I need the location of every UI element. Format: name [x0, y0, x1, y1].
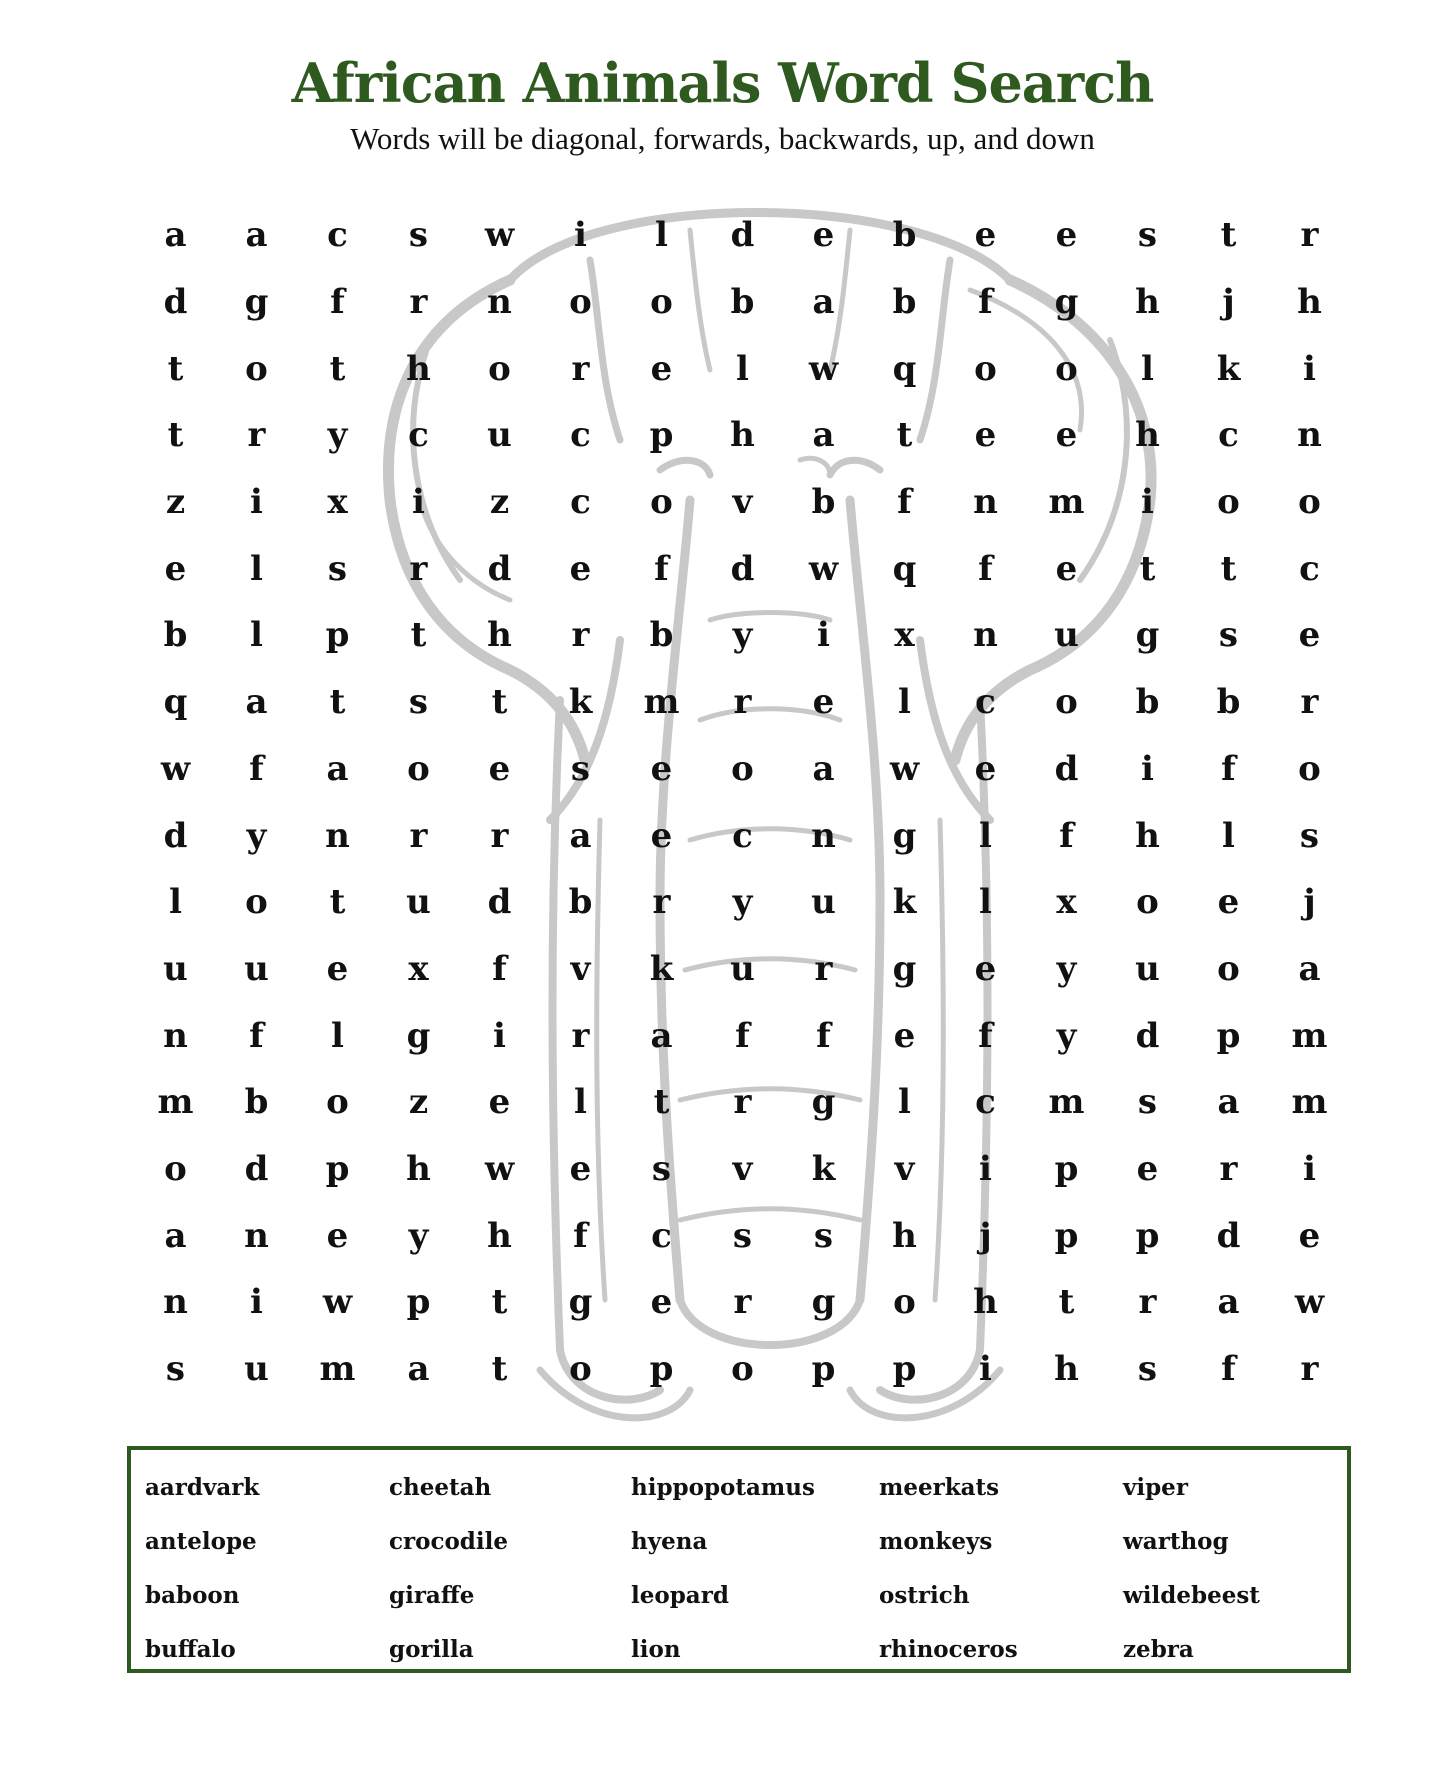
grid-letter[interactable]: t: [410, 615, 427, 656]
grid-letter[interactable]: e: [1055, 548, 1078, 589]
grid-letter[interactable]: w: [1294, 1282, 1325, 1323]
word-list-item: monkeys: [879, 1527, 993, 1555]
grid-letter[interactable]: r: [571, 615, 590, 656]
grid-letter[interactable]: b: [811, 482, 836, 523]
grid-letter[interactable]: w: [808, 348, 839, 389]
grid-letter[interactable]: y: [327, 415, 348, 456]
grid-letter[interactable]: e: [812, 682, 835, 723]
word-list-item: antelope: [145, 1527, 257, 1555]
grid-letter[interactable]: y: [732, 882, 753, 923]
grid-letter[interactable]: i: [979, 1148, 992, 1189]
grid-letter[interactable]: j: [1222, 282, 1235, 323]
grid-letter[interactable]: r: [1300, 682, 1319, 723]
word-list-item: gorilla: [389, 1635, 474, 1663]
word-list-item: buffalo: [145, 1635, 236, 1663]
grid-letter[interactable]: h: [1297, 282, 1322, 323]
grid-letter[interactable]: h: [730, 415, 755, 456]
grid-letter[interactable]: a: [326, 748, 349, 789]
grid-letter[interactable]: p: [1216, 1015, 1241, 1056]
grid-letter[interactable]: x: [408, 948, 429, 989]
grid-letter[interactable]: n: [244, 1215, 269, 1256]
grid-letter[interactable]: i: [1141, 482, 1154, 523]
grid-letter[interactable]: e: [488, 748, 511, 789]
grid-letter[interactable]: n: [973, 615, 998, 656]
grid-letter[interactable]: a: [407, 1349, 430, 1390]
grid-letter[interactable]: n: [1297, 415, 1322, 456]
grid-letter[interactable]: g: [1135, 615, 1160, 656]
grid-letter[interactable]: m: [1048, 1082, 1085, 1123]
grid-letter[interactable]: h: [892, 1215, 917, 1256]
word-list-box: [127, 1446, 1351, 1673]
grid-letter[interactable]: a: [569, 815, 592, 856]
grid-letter[interactable]: k: [568, 682, 593, 723]
grid-letter[interactable]: b: [163, 615, 188, 656]
grid-letter[interactable]: p: [649, 1349, 674, 1390]
grid-letter[interactable]: l: [1222, 815, 1235, 856]
word-list-item: hyena: [631, 1527, 708, 1555]
grid-letter[interactable]: w: [808, 548, 839, 589]
grid-letter[interactable]: l: [898, 682, 911, 723]
grid-letter[interactable]: o: [1298, 748, 1321, 789]
grid-letter[interactable]: h: [973, 1282, 998, 1323]
grid-letter[interactable]: f: [978, 548, 993, 589]
grid-letter[interactable]: e: [569, 1148, 592, 1189]
grid-letter[interactable]: u: [487, 415, 512, 456]
grid-letter[interactable]: o: [731, 748, 754, 789]
grid-letter[interactable]: s: [732, 1215, 753, 1256]
grid-letter[interactable]: x: [1056, 882, 1077, 923]
grid-letter[interactable]: y: [246, 815, 267, 856]
grid-letter[interactable]: c: [1218, 415, 1239, 456]
grid-letter[interactable]: u: [244, 1349, 269, 1390]
grid-letter[interactable]: s: [570, 748, 591, 789]
grid-letter[interactable]: b: [892, 215, 917, 256]
grid-letter[interactable]: c: [1299, 548, 1320, 589]
grid-letter[interactable]: h: [1135, 415, 1160, 456]
word-list-item: zebra: [1123, 1635, 1194, 1663]
grid-letter[interactable]: l: [655, 215, 668, 256]
grid-letter[interactable]: f: [897, 482, 912, 523]
grid-letter[interactable]: d: [1216, 1215, 1241, 1256]
grid-letter[interactable]: u: [1054, 615, 1079, 656]
grid-letter[interactable]: b: [568, 882, 593, 923]
grid-letter[interactable]: a: [164, 1215, 187, 1256]
grid-letter[interactable]: s: [1137, 1082, 1158, 1123]
grid-letter[interactable]: f: [573, 1215, 588, 1256]
grid-letter[interactable]: d: [244, 1148, 269, 1189]
grid-letter[interactable]: r: [733, 1282, 752, 1323]
page-subtitle: Words will be diagonal, forwards, backwards, up, and down: [350, 121, 1095, 156]
grid-letter[interactable]: n: [973, 482, 998, 523]
grid-letter[interactable]: m: [157, 1082, 194, 1123]
grid-letter[interactable]: y: [1056, 1015, 1077, 1056]
word-list-item: crocodile: [389, 1527, 508, 1555]
grid-letter[interactable]: b: [244, 1082, 269, 1123]
grid-letter[interactable]: i: [979, 1349, 992, 1390]
grid-letter[interactable]: t: [1220, 548, 1237, 589]
grid-letter[interactable]: a: [812, 282, 835, 323]
grid-letter[interactable]: q: [892, 348, 917, 389]
grid-letter[interactable]: p: [1054, 1148, 1079, 1189]
grid-letter[interactable]: n: [163, 1015, 188, 1056]
grid-letter[interactable]: r: [1138, 1282, 1157, 1323]
grid-letter[interactable]: b: [1216, 682, 1241, 723]
grid-letter[interactable]: f: [978, 282, 993, 323]
grid-letter[interactable]: k: [811, 1148, 836, 1189]
grid-letter[interactable]: p: [1054, 1215, 1079, 1256]
grid-letter[interactable]: o: [893, 1282, 916, 1323]
word-list-item: meerkats: [879, 1473, 1000, 1501]
grid-letter[interactable]: s: [327, 548, 348, 589]
grid-letter[interactable]: g: [811, 1082, 836, 1123]
grid-letter[interactable]: p: [811, 1349, 836, 1390]
grid-letter[interactable]: e: [326, 1215, 349, 1256]
grid-letter[interactable]: i: [1141, 748, 1154, 789]
grid-letter[interactable]: f: [249, 748, 264, 789]
grid-letter[interactable]: a: [1217, 1082, 1240, 1123]
grid-letter[interactable]: v: [732, 482, 753, 523]
grid-letter[interactable]: m: [319, 1349, 356, 1390]
grid-letter[interactable]: s: [1137, 1349, 1158, 1390]
grid-letter[interactable]: w: [160, 748, 191, 789]
grid-letter[interactable]: e: [812, 215, 835, 256]
grid-letter[interactable]: a: [164, 215, 187, 256]
grid-letter[interactable]: u: [163, 948, 188, 989]
grid-letter[interactable]: r: [733, 1082, 752, 1123]
grid-letter[interactable]: e: [650, 748, 673, 789]
grid-letter[interactable]: p: [325, 615, 350, 656]
grid-letter[interactable]: l: [736, 348, 749, 389]
grid-letter[interactable]: e: [1298, 1215, 1321, 1256]
grid-letter[interactable]: i: [817, 615, 830, 656]
grid-letter[interactable]: q: [163, 682, 188, 723]
grid-letter[interactable]: f: [330, 282, 345, 323]
grid-letter[interactable]: t: [329, 348, 346, 389]
grid-letter[interactable]: e: [569, 548, 592, 589]
grid-letter[interactable]: f: [735, 1015, 750, 1056]
grid-letter[interactable]: t: [1220, 215, 1237, 256]
grid-letter[interactable]: d: [163, 815, 188, 856]
grid-letter[interactable]: s: [165, 1349, 186, 1390]
grid-letter[interactable]: n: [325, 815, 350, 856]
grid-letter[interactable]: i: [1303, 348, 1316, 389]
grid-letter[interactable]: o: [974, 348, 997, 389]
grid-letter[interactable]: s: [1218, 615, 1239, 656]
grid-letter[interactable]: e: [974, 748, 997, 789]
grid-letter[interactable]: o: [650, 482, 673, 523]
grid-letter[interactable]: r: [571, 348, 590, 389]
grid-letter[interactable]: e: [1136, 1148, 1159, 1189]
word-list-item: baboon: [145, 1581, 240, 1609]
grid-letter[interactable]: o: [488, 348, 511, 389]
grid-letter[interactable]: l: [169, 882, 182, 923]
word-list-item: rhinoceros: [879, 1635, 1018, 1663]
grid-letter[interactable]: e: [974, 415, 997, 456]
grid-letter[interactable]: w: [889, 748, 920, 789]
page-title: African Animals Word Search: [291, 51, 1154, 115]
grid-letter[interactable]: h: [1135, 282, 1160, 323]
grid-letter[interactable]: t: [491, 1282, 508, 1323]
grid-letter[interactable]: x: [327, 482, 348, 523]
grid-letter[interactable]: z: [165, 482, 186, 523]
grid-letter[interactable]: g: [244, 282, 269, 323]
grid-letter[interactable]: s: [1137, 215, 1158, 256]
grid-letter[interactable]: l: [331, 1015, 344, 1056]
grid-letter[interactable]: r: [814, 948, 833, 989]
grid-letter[interactable]: a: [1298, 948, 1321, 989]
grid-letter[interactable]: r: [733, 682, 752, 723]
grid-letter[interactable]: a: [650, 1015, 673, 1056]
word-list-item: viper: [1123, 1473, 1188, 1501]
grid-letter[interactable]: o: [1055, 682, 1078, 723]
grid-letter[interactable]: t: [167, 348, 184, 389]
grid-letter[interactable]: v: [732, 1148, 753, 1189]
grid-letter[interactable]: k: [649, 948, 674, 989]
grid-letter[interactable]: e: [974, 215, 997, 256]
grid-letter[interactable]: o: [731, 1349, 754, 1390]
grid-letter[interactable]: d: [487, 548, 512, 589]
grid-letter[interactable]: b: [1135, 682, 1160, 723]
grid-letter[interactable]: c: [732, 815, 753, 856]
grid-letter[interactable]: o: [245, 348, 268, 389]
grid-letter[interactable]: h: [487, 615, 512, 656]
grid-letter[interactable]: e: [650, 348, 673, 389]
grid-letter[interactable]: g: [1054, 282, 1079, 323]
grid-letter[interactable]: u: [244, 948, 269, 989]
word-list-item: leopard: [631, 1581, 729, 1609]
grid-letter[interactable]: p: [649, 415, 674, 456]
grid-letter[interactable]: e: [893, 1015, 916, 1056]
grid-letter[interactable]: e: [650, 815, 673, 856]
grid-letter[interactable]: m: [1291, 1082, 1328, 1123]
grid-letter[interactable]: r: [1300, 1349, 1319, 1390]
grid-letter[interactable]: t: [1139, 548, 1156, 589]
grid-letter[interactable]: o: [245, 882, 268, 923]
grid-letter[interactable]: t: [329, 882, 346, 923]
grid-letter[interactable]: c: [327, 215, 348, 256]
grid-letter[interactable]: o: [569, 282, 592, 323]
grid-letter[interactable]: f: [1221, 1349, 1236, 1390]
grid-letter[interactable]: a: [1217, 1282, 1240, 1323]
grid-letter[interactable]: n: [811, 815, 836, 856]
word-list-item: cheetah: [389, 1473, 492, 1501]
word-list-item: wildebeest: [1123, 1581, 1260, 1609]
grid-letter[interactable]: h: [487, 1215, 512, 1256]
grid-letter[interactable]: k: [1216, 348, 1241, 389]
grid-letter[interactable]: e: [1217, 882, 1240, 923]
grid-letter[interactable]: z: [489, 482, 510, 523]
grid-letter[interactable]: f: [654, 548, 669, 589]
grid-letter[interactable]: n: [163, 1282, 188, 1323]
grid-letter[interactable]: b: [730, 282, 755, 323]
grid-letter[interactable]: e: [650, 1282, 673, 1323]
grid-letter[interactable]: a: [812, 415, 835, 456]
grid-letter[interactable]: v: [894, 1148, 915, 1189]
grid-letter[interactable]: c: [570, 482, 591, 523]
word-list-item: giraffe: [389, 1581, 475, 1609]
grid-letter[interactable]: h: [1135, 815, 1160, 856]
grid-letter[interactable]: f: [1221, 748, 1236, 789]
grid-letter[interactable]: e: [326, 948, 349, 989]
grid-letter[interactable]: l: [1141, 348, 1154, 389]
grid-letter[interactable]: g: [811, 1282, 836, 1323]
letter-grid: [135, 202, 1350, 1438]
grid-letter[interactable]: f: [1059, 815, 1074, 856]
grid-letter[interactable]: r: [652, 882, 671, 923]
grid-letter[interactable]: r: [1219, 1148, 1238, 1189]
grid-letter[interactable]: d: [730, 215, 755, 256]
grid-letter[interactable]: p: [1135, 1215, 1160, 1256]
grid-letter[interactable]: r: [1300, 215, 1319, 256]
grid-letter[interactable]: p: [406, 1282, 431, 1323]
grid-letter[interactable]: g: [892, 948, 917, 989]
word-list: [145, 1460, 1345, 1670]
grid-letter[interactable]: s: [651, 1148, 672, 1189]
grid-letter[interactable]: j: [1303, 882, 1316, 923]
grid-letter[interactable]: n: [487, 282, 512, 323]
grid-letter[interactable]: q: [892, 548, 917, 589]
grid-letter[interactable]: a: [245, 682, 268, 723]
grid-letter[interactable]: m: [1048, 482, 1085, 523]
grid-letter[interactable]: a: [245, 215, 268, 256]
grid-letter[interactable]: c: [975, 682, 996, 723]
grid-letter[interactable]: e: [488, 1082, 511, 1123]
grid-letter[interactable]: w: [484, 1148, 515, 1189]
word-list-item: warthog: [1123, 1527, 1229, 1555]
grid-letter[interactable]: o: [326, 1082, 349, 1123]
grid-letter[interactable]: r: [490, 815, 509, 856]
grid-letter[interactable]: r: [409, 815, 428, 856]
grid-letter[interactable]: e: [164, 548, 187, 589]
grid-letter[interactable]: u: [1135, 948, 1160, 989]
grid-letter[interactable]: w: [484, 215, 515, 256]
grid-letter[interactable]: z: [408, 1082, 429, 1123]
grid-letter[interactable]: r: [409, 548, 428, 589]
grid-letter[interactable]: t: [653, 1082, 670, 1123]
grid-letter[interactable]: h: [406, 1148, 431, 1189]
grid-letter[interactable]: d: [1135, 1015, 1160, 1056]
word-list-item: lion: [631, 1635, 681, 1663]
grid-letter[interactable]: d: [730, 548, 755, 589]
grid-letter[interactable]: p: [892, 1349, 917, 1390]
grid-letter[interactable]: m: [1291, 1015, 1328, 1056]
grid-letter[interactable]: d: [487, 882, 512, 923]
grid-letter[interactable]: t: [491, 1349, 508, 1390]
grid-letter[interactable]: s: [408, 682, 429, 723]
grid-letter[interactable]: y: [732, 615, 753, 656]
grid-letter[interactable]: o: [1055, 348, 1078, 389]
grid-letter[interactable]: b: [892, 282, 917, 323]
grid-letter[interactable]: l: [979, 815, 992, 856]
grid-letter[interactable]: o: [1136, 882, 1159, 923]
grid-letter[interactable]: l: [250, 615, 263, 656]
grid-letter[interactable]: r: [571, 1015, 590, 1056]
grid-letter[interactable]: o: [569, 1349, 592, 1390]
grid-letter[interactable]: t: [1058, 1282, 1075, 1323]
grid-letter[interactable]: f: [492, 948, 507, 989]
grid-letter[interactable]: t: [491, 682, 508, 723]
grid-letter[interactable]: l: [250, 548, 263, 589]
grid-letter[interactable]: m: [643, 682, 680, 723]
grid-letter[interactable]: e: [1055, 415, 1078, 456]
grid-letter[interactable]: k: [892, 882, 917, 923]
grid-letter[interactable]: v: [570, 948, 591, 989]
grid-letter[interactable]: o: [1217, 482, 1240, 523]
grid-letter[interactable]: i: [412, 482, 425, 523]
grid-letter[interactable]: c: [570, 415, 591, 456]
grid-letter[interactable]: s: [813, 1215, 834, 1256]
grid-letter[interactable]: w: [322, 1282, 353, 1323]
grid-letter[interactable]: i: [250, 1282, 263, 1323]
grid-letter[interactable]: r: [247, 415, 266, 456]
grid-letter[interactable]: g: [568, 1282, 593, 1323]
grid-letter[interactable]: g: [892, 815, 917, 856]
grid-letter[interactable]: f: [249, 1015, 264, 1056]
grid-letter[interactable]: e: [974, 948, 997, 989]
grid-letter[interactable]: b: [649, 615, 674, 656]
grid-letter[interactable]: c: [651, 1215, 672, 1256]
grid-letter[interactable]: t: [329, 682, 346, 723]
grid-letter[interactable]: p: [325, 1148, 350, 1189]
grid-letter[interactable]: i: [574, 215, 587, 256]
grid-letter[interactable]: i: [250, 482, 263, 523]
grid-letter[interactable]: o: [1298, 482, 1321, 523]
grid-letter[interactable]: f: [816, 1015, 831, 1056]
grid-letter[interactable]: a: [812, 748, 835, 789]
word-list-item: ostrich: [879, 1581, 970, 1609]
grid-letter[interactable]: e: [1055, 215, 1078, 256]
grid-letter[interactable]: d: [1054, 748, 1079, 789]
grid-letter[interactable]: c: [408, 415, 429, 456]
grid-letter[interactable]: x: [894, 615, 915, 656]
grid-letter[interactable]: r: [409, 282, 428, 323]
grid-letter[interactable]: y: [1056, 948, 1077, 989]
grid-letter[interactable]: g: [406, 1015, 431, 1056]
grid-letter[interactable]: o: [1217, 948, 1240, 989]
grid-letter[interactable]: u: [406, 882, 431, 923]
grid-letter[interactable]: s: [408, 215, 429, 256]
word-list-item: hippopotamus: [631, 1473, 815, 1501]
word-list-item: aardvark: [145, 1473, 260, 1501]
grid-letter[interactable]: o: [650, 282, 673, 323]
grid-letter[interactable]: i: [1303, 1148, 1316, 1189]
grid-letter[interactable]: t: [896, 415, 913, 456]
grid-letter[interactable]: l: [979, 882, 992, 923]
grid-letter[interactable]: t: [167, 415, 184, 456]
grid-letter[interactable]: d: [163, 282, 188, 323]
grid-letter[interactable]: l: [898, 1082, 911, 1123]
grid-letter[interactable]: c: [975, 1082, 996, 1123]
grid-letter[interactable]: e: [1298, 615, 1321, 656]
grid-letter[interactable]: h: [406, 348, 431, 389]
grid-letter[interactable]: j: [979, 1215, 992, 1256]
grid-letter[interactable]: u: [730, 948, 755, 989]
grid-letter[interactable]: h: [1054, 1349, 1079, 1390]
grid-letter[interactable]: s: [1299, 815, 1320, 856]
grid-letter[interactable]: u: [811, 882, 836, 923]
grid-letter[interactable]: o: [164, 1148, 187, 1189]
grid-letter[interactable]: i: [493, 1015, 506, 1056]
grid-letter[interactable]: f: [978, 1015, 993, 1056]
grid-letter[interactable]: l: [574, 1082, 587, 1123]
grid-letter[interactable]: y: [408, 1215, 429, 1256]
grid-letter[interactable]: o: [407, 748, 430, 789]
